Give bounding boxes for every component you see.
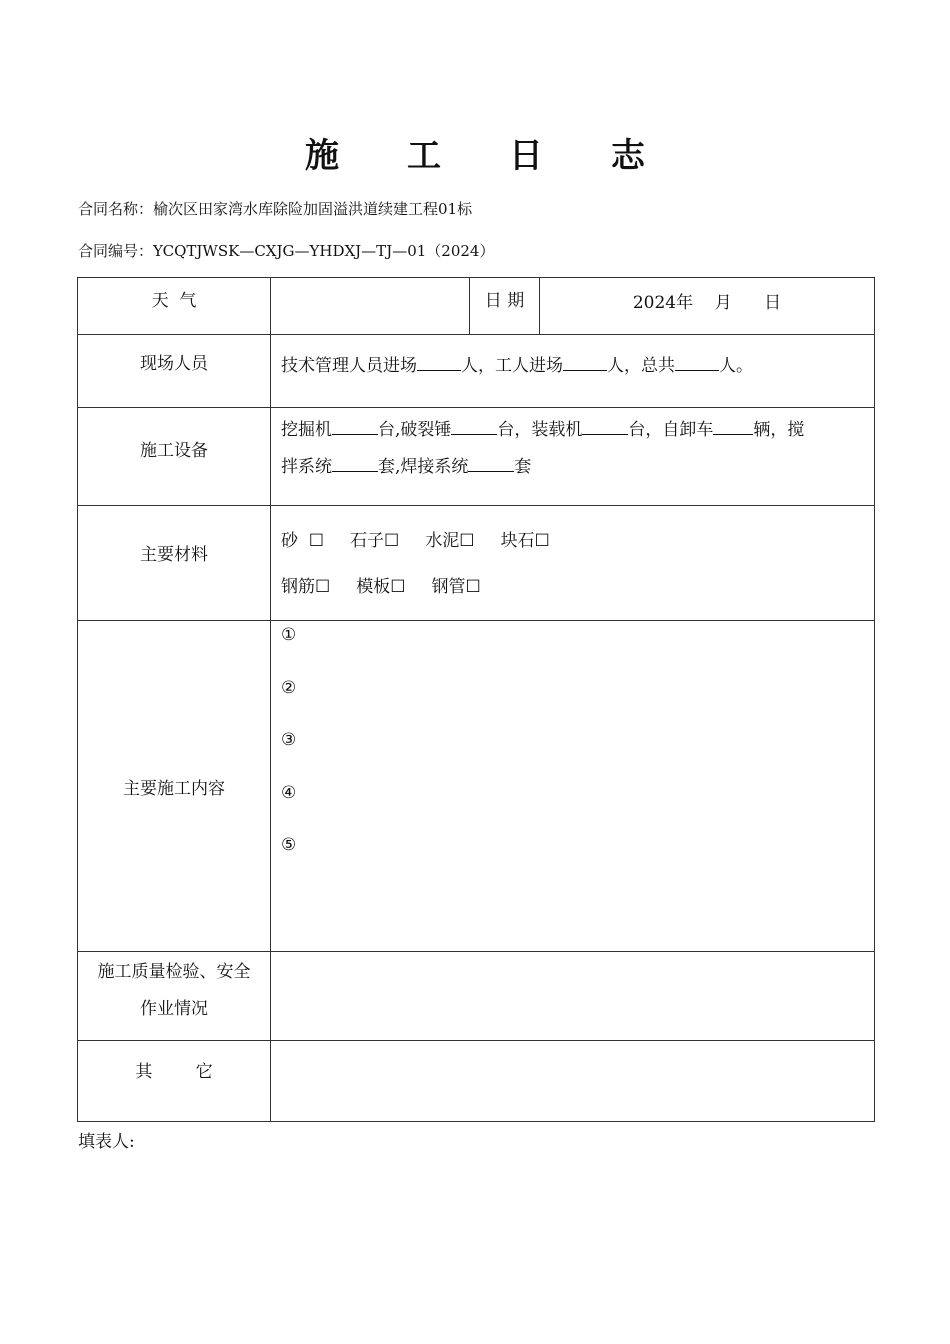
quality-label-line1: 施工质量检验、安全 (97, 962, 251, 982)
welding-system-count-blank[interactable] (468, 457, 514, 472)
equipment-text-8: 套 (514, 457, 532, 477)
dump-truck-count-blank[interactable] (713, 420, 753, 435)
personnel-text-1: 技术管理人员进场 (281, 356, 417, 376)
content-label: 主要施工内容 (123, 778, 225, 799)
materials-label-cell (78, 506, 271, 621)
contract-name: 合同名称：榆次区田家湾水库除险加固溢洪道续建工程01标 (78, 200, 473, 218)
title-char-1: 施 (305, 136, 339, 176)
equipment-text-3: 台，装载机 (497, 420, 583, 440)
date-value: 2024年 月 日 (632, 293, 782, 313)
equipment-cell[interactable] (271, 408, 875, 506)
content-item-1: ① (281, 625, 297, 645)
loader-count-blank[interactable] (582, 420, 628, 435)
checkbox-rubble[interactable]: 块石☐ (500, 531, 550, 551)
equipment-label: 施工设备 (140, 441, 208, 461)
materials-row-2 (281, 564, 864, 610)
equipment-text-1: 挖掘机 (281, 420, 332, 440)
checkbox-steel-pipe[interactable]: 钢管☐ (431, 577, 481, 597)
worker-count-blank[interactable] (563, 356, 607, 371)
materials-label: 主要材料 (140, 545, 208, 565)
date-value-cell[interactable] (540, 278, 875, 335)
personnel-label: 现场人员 (140, 354, 208, 374)
weather-label-cell (78, 278, 271, 335)
page-title (0, 128, 950, 177)
manager-count-blank[interactable] (417, 356, 461, 371)
other-label: 其 它 (135, 1062, 213, 1082)
personnel-text-3: 人，总共 (607, 356, 675, 376)
date-label: 日 期 (484, 291, 525, 311)
quality-label-line2: 作业情况 (140, 999, 208, 1019)
equipment-text-7: 套,焊接系统 (378, 457, 469, 477)
checkbox-gravel[interactable]: 石子☐ (350, 531, 400, 551)
checkbox-formwork[interactable]: 模板☐ (356, 577, 406, 597)
personnel-text-4: 人。 (719, 356, 753, 376)
title-char-2: 工 (407, 136, 441, 176)
content-item-3: ③ (281, 730, 297, 750)
title-char-3: 日 (509, 136, 543, 176)
mixing-system-count-blank[interactable] (332, 457, 378, 472)
quality-label-cell (78, 952, 271, 1041)
construction-log-table (77, 277, 875, 1122)
other-cell[interactable] (271, 1041, 875, 1122)
equipment-text-2: 台,破裂锤 (378, 420, 452, 440)
total-count-blank[interactable] (675, 356, 719, 371)
other-label-cell (78, 1041, 271, 1122)
equipment-text-6: 拌系统 (281, 457, 332, 477)
title-char-4: 志 (611, 136, 645, 176)
materials-row-1 (281, 518, 864, 564)
content-cell[interactable] (271, 621, 875, 952)
content-item-5: ⑤ (281, 835, 297, 855)
equipment-text-4: 台，自卸车 (628, 420, 714, 440)
date-label-cell (470, 278, 540, 335)
personnel-label-cell (78, 335, 271, 408)
content-label-cell (78, 621, 271, 952)
checkbox-cement[interactable]: 水泥☐ (425, 531, 475, 551)
materials-cell (271, 506, 875, 621)
equipment-label-cell (78, 408, 271, 506)
equipment-text-5: 辆，搅 (753, 420, 805, 440)
filler-label: 填表人: (78, 1132, 135, 1152)
personnel-cell[interactable] (271, 335, 875, 408)
personnel-text-2: 人，工人进场 (461, 356, 563, 376)
content-item-2: ② (281, 677, 297, 698)
weather-input-cell[interactable] (271, 278, 470, 335)
breaker-count-blank[interactable] (451, 420, 497, 435)
quality-cell[interactable] (271, 952, 875, 1041)
checkbox-rebar[interactable]: 钢筋☐ (281, 577, 331, 597)
checkbox-sand[interactable]: 砂 ☐ (281, 531, 325, 551)
excavator-count-blank[interactable] (332, 420, 378, 435)
content-item-4: ④ (281, 782, 297, 803)
contract-number: 合同编号：YCQTJWSK—CXJG—YHDXJ—TJ—01（2024） (78, 242, 495, 260)
weather-label: 天 气 (151, 291, 197, 311)
